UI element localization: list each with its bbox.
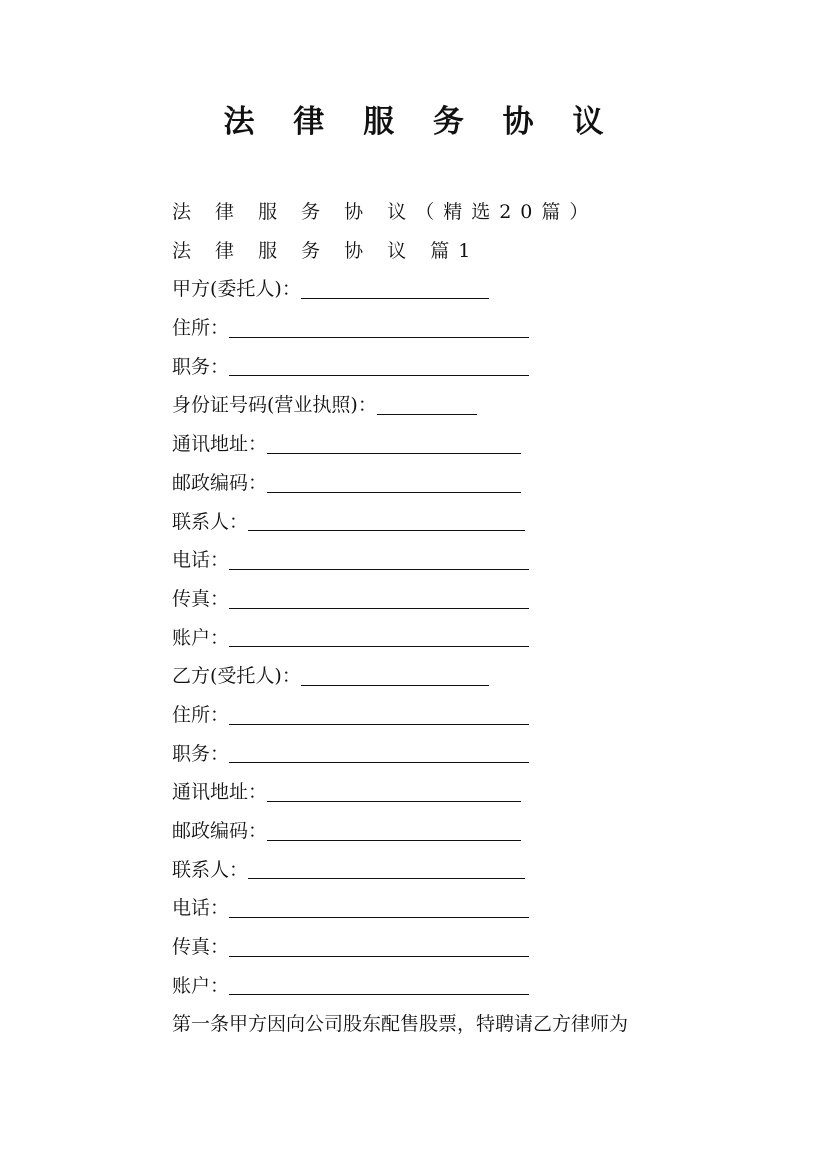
- field-label: 通讯地址：: [172, 781, 268, 804]
- party-b-postcode-blank[interactable]: [267, 839, 521, 841]
- field-label: 邮政编码：: [172, 471, 268, 494]
- party-a-account-blank[interactable]: [229, 645, 529, 647]
- party-b-blank[interactable]: [301, 684, 489, 686]
- party-a-postcode-line: [172, 464, 732, 503]
- field-label: 账户：: [172, 626, 230, 649]
- party-b-contact-blank[interactable]: [248, 877, 525, 879]
- party-b-phone-line: [172, 889, 732, 928]
- party-a-contact-blank[interactable]: [248, 529, 525, 531]
- field-label: 传真：: [172, 587, 230, 610]
- party-b-account-blank[interactable]: [229, 993, 529, 995]
- field-label: 住所：: [172, 703, 230, 726]
- party-a-position-line: [172, 348, 732, 387]
- party-a-label: 甲方(委托人)：: [172, 278, 301, 301]
- party-a-mail-address-line: [172, 425, 732, 464]
- field-label: 职务：: [172, 742, 230, 765]
- field-label: 账户：: [172, 974, 230, 997]
- party-a-phone-blank[interactable]: [229, 568, 529, 570]
- party-a-address-blank[interactable]: [229, 336, 529, 338]
- party-a-account-line: [172, 619, 732, 658]
- party-a-postcode-blank[interactable]: [267, 491, 521, 493]
- field-label: 邮政编码：: [172, 820, 268, 842]
- field-label: 身份证号码(营业执照)：: [172, 394, 377, 417]
- document-body: [172, 193, 732, 1044]
- party-a-fax-line: [172, 580, 732, 619]
- party-b-phone-blank[interactable]: [229, 916, 529, 918]
- party-b-account-line: [172, 967, 732, 1006]
- party-a-phone-line: [172, 541, 732, 580]
- party-b-line: [172, 657, 732, 696]
- section-heading: 法 律 服 务 协 议 篇1: [172, 239, 480, 262]
- field-label: 通讯地址：: [172, 433, 268, 456]
- party-a-blank[interactable]: [301, 297, 489, 299]
- field-label: 联系人：: [172, 510, 249, 533]
- party-b-position-line: [172, 735, 732, 774]
- party-b-address-blank[interactable]: [229, 723, 529, 725]
- field-label: 电话：: [172, 897, 230, 920]
- party-b-mail-address-line: [172, 773, 732, 812]
- party-b-mail-address-blank[interactable]: [267, 800, 521, 802]
- field-label: 电话：: [172, 549, 230, 572]
- party-a-id-line: [172, 386, 732, 425]
- article-1-text: 第一条甲方因向公司股东配售股票，特聘请乙方律师为: [172, 1013, 629, 1036]
- party-b-fax-line: [172, 928, 732, 967]
- party-b-contact-line: [172, 851, 732, 890]
- party-b-fax-blank[interactable]: [229, 955, 529, 957]
- document-title: 法 律 服 务 协 议: [223, 104, 618, 140]
- party-b-address-line: [172, 696, 732, 735]
- party-a-id-blank[interactable]: [377, 413, 477, 415]
- party-b-position-blank[interactable]: [229, 761, 529, 763]
- party-b-postcode-line: [172, 812, 732, 851]
- party-b-label: 乙方(受托人)：: [172, 665, 301, 688]
- party-a-line: [172, 270, 732, 309]
- party-a-address-line: [172, 309, 732, 348]
- field-label: 传真：: [172, 936, 230, 959]
- document-subtitle: 法 律 服 务 协 议（精选20篇）: [172, 201, 598, 223]
- party-a-contact-line: [172, 503, 732, 542]
- field-label: 住所：: [172, 317, 230, 340]
- party-a-mail-address-blank[interactable]: [267, 452, 521, 454]
- field-label: 职务：: [172, 355, 230, 378]
- field-label: 联系人：: [172, 858, 249, 881]
- party-a-fax-blank[interactable]: [229, 607, 529, 609]
- party-a-position-blank[interactable]: [229, 374, 529, 376]
